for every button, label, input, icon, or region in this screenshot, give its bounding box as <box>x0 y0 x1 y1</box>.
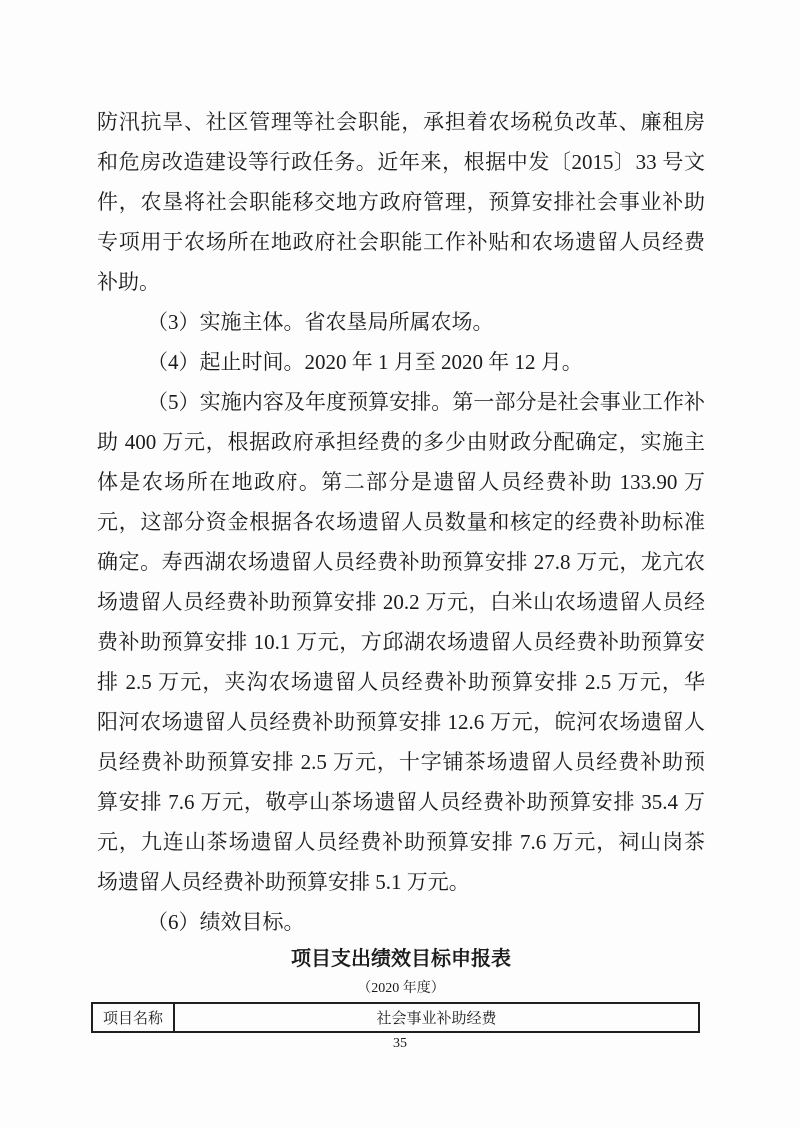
performance-target-table <box>91 1002 700 1033</box>
body-line: 补助。 <box>97 270 160 294</box>
body-line: 和危房改造建设等行政任务。近年来，根据中发〔2015〕33 号文 <box>97 150 705 174</box>
table-row <box>92 1003 699 1032</box>
body-line: 件，农垦将社会职能移交地方政府管理，预算安排社会事业补助 <box>97 190 705 214</box>
project-name-value-cell: 社会事业补助经费 <box>174 1003 699 1032</box>
body-line: 费补助预算安排 10.1 万元，方邱湖农场遗留人员经费补助预算安 <box>97 630 705 654</box>
paragraph-continuation <box>97 102 705 302</box>
body-text <box>97 102 705 1033</box>
body-line: 场遗留人员经费补助预算安排 20.2 万元，白米山农场遗留人员经 <box>97 590 705 614</box>
body-line: 元，九连山茶场遗留人员经费补助预算安排 7.6 万元，祠山岗茶 <box>97 830 705 854</box>
paragraph-item-5 <box>97 382 705 902</box>
page-number: 35 <box>393 1036 407 1051</box>
body-line: 算安排 7.6 万元，敬亭山茶场遗留人员经费补助预算安排 35.4 万 <box>97 790 705 814</box>
body-line: （6）绩效目标。 <box>147 910 305 934</box>
project-name-label-cell: 项目名称 <box>92 1003 174 1032</box>
form-subtitle: （2020 年度） <box>357 981 445 996</box>
body-line: 场遗留人员经费补助预算安排 5.1 万元。 <box>97 870 470 894</box>
body-line: 员经费补助预算安排 2.5 万元，十字铺茶场遗留人员经费补助预 <box>97 750 705 774</box>
body-line: 排 2.5 万元，夹沟农场遗留人员经费补助预算安排 2.5 万元，华 <box>97 670 705 694</box>
body-line: （3）实施主体。省农垦局所属农场。 <box>147 310 494 334</box>
paragraph-item-6 <box>97 902 705 942</box>
body-line: （5）实施内容及年度预算安排。第一部分是社会事业工作补 <box>147 390 705 414</box>
body-line: 确定。寿西湖农场遗留人员经费补助预算安排 27.8 万元，龙亢农 <box>97 550 705 574</box>
body-line: 元，这部分资金根据各农场遗留人员数量和核定的经费补助标准 <box>97 510 705 534</box>
paragraph-item-3 <box>97 302 705 342</box>
body-line: （4）起止时间。2020 年 1 月至 2020 年 12 月。 <box>147 350 583 374</box>
body-line: 阳河农场遗留人员经费补助预算安排 12.6 万元，皖河农场遗留人 <box>97 710 705 734</box>
body-line: 助 400 万元，根据政府承担经费的多少由财政分配确定，实施主 <box>97 430 705 454</box>
body-line: 专项用于农场所在地政府社会职能工作补贴和农场遗留人员经费 <box>97 230 705 254</box>
paragraph-item-4 <box>97 342 705 382</box>
body-line: 体是农场所在地政府。第二部分是遗留人员经费补助 133.90 万 <box>97 470 705 494</box>
form-title: 项目支出绩效目标申报表 <box>291 948 511 970</box>
body-line: 防汛抗旱、社区管理等社会职能，承担着农场税负改革、廉租房 <box>97 110 705 134</box>
